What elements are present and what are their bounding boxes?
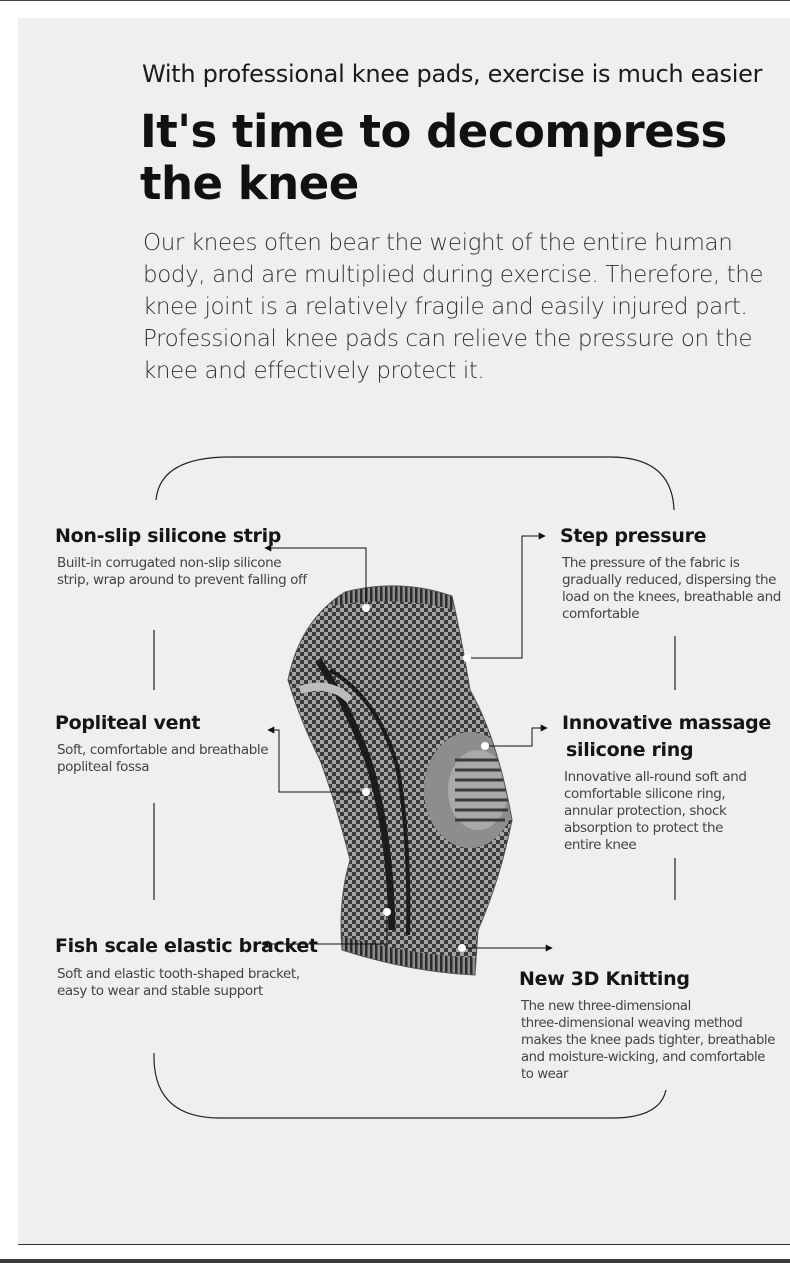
dot-massage bbox=[482, 743, 489, 750]
desc-line: entire knee bbox=[564, 837, 637, 853]
desc-line: popliteal fossa bbox=[57, 759, 150, 775]
desc-line: easy to wear and stable support bbox=[57, 983, 263, 999]
leader-step bbox=[467, 536, 545, 658]
desc-line: three-dimensional weaving method bbox=[521, 1016, 743, 1031]
desc-line: strip, wrap around to prevent falling off bbox=[57, 572, 307, 588]
title-line: the knee bbox=[140, 157, 359, 210]
intro-line: knee and effectively protect it. bbox=[143, 358, 485, 384]
bottom-divider bbox=[18, 1244, 790, 1245]
intro-line: Our knees often bear the weight of the entire human bbox=[143, 230, 733, 256]
feature-desc-popliteal bbox=[57, 742, 268, 776]
desc-line: load on the knees, breathable and bbox=[562, 589, 781, 605]
intro-line: Professional knee pads can relieve the pressure on the bbox=[143, 326, 753, 352]
desc-line: The pressure of the fabric is bbox=[562, 555, 740, 571]
feature-title-step: Step pressure bbox=[560, 525, 707, 547]
page-subtitle: With professional knee pads, exercise is much easier bbox=[142, 60, 763, 88]
feature-desc-fishscale bbox=[57, 966, 300, 1000]
desc-line: makes the knee pads tighter, breathable bbox=[521, 1033, 775, 1048]
desc-line: Innovative all-round soft and bbox=[564, 769, 747, 785]
desc-line: and moisture-wicking, and comfortable bbox=[521, 1050, 765, 1065]
feature-desc-massage bbox=[564, 769, 747, 854]
desc-line: Built-in corrugated non-slip silicone bbox=[57, 555, 282, 571]
desc-line: gradually reduced, dispersing the bbox=[562, 572, 777, 588]
intro-line: body, and are multiplied during exercise. Therefore, the bbox=[143, 262, 764, 288]
feature-title-massage: Innovative massage bbox=[562, 712, 772, 734]
desc-line: Soft, comfortable and breathable bbox=[57, 742, 269, 758]
intro-line: knee joint is a relatively fragile and easily injured part. bbox=[143, 294, 748, 320]
desc-line: Soft and elastic tooth-shaped bracket, bbox=[57, 966, 300, 982]
feature-title-knitting: New 3D Knitting bbox=[519, 968, 690, 990]
desc-line: comfortable silicone ring, bbox=[564, 786, 726, 802]
feature-title-popliteal: Popliteal vent bbox=[55, 712, 201, 734]
feature-desc-nonslip bbox=[57, 555, 307, 589]
feature-title-nonslip: Non-slip silicone strip bbox=[55, 525, 282, 547]
dot-popliteal bbox=[363, 789, 370, 796]
feature-title-fishscale: Fish scale elastic bracket bbox=[55, 935, 318, 957]
leader-massage bbox=[485, 728, 547, 746]
desc-line: absorption to protect the bbox=[564, 820, 724, 836]
desc-line: comfortable bbox=[562, 606, 640, 622]
desc-line: to wear bbox=[521, 1067, 569, 1082]
feature-desc-step bbox=[562, 555, 781, 623]
feature-desc-knitting bbox=[521, 998, 775, 1083]
feature-title-massage-line2: silicone ring bbox=[566, 739, 694, 761]
frame-top-arc bbox=[156, 457, 674, 510]
dot-knitting bbox=[459, 945, 466, 952]
dot-fishscale bbox=[384, 909, 391, 916]
dot-step bbox=[464, 655, 471, 662]
knee-pad-image bbox=[270, 570, 530, 990]
bottom-edge bbox=[0, 1259, 790, 1263]
title-line: It's time to decompress bbox=[140, 105, 727, 158]
dot-nonslip bbox=[363, 605, 370, 612]
desc-line: annular protection, shock bbox=[564, 803, 727, 819]
desc-line: The new three-dimensional bbox=[521, 999, 691, 1014]
